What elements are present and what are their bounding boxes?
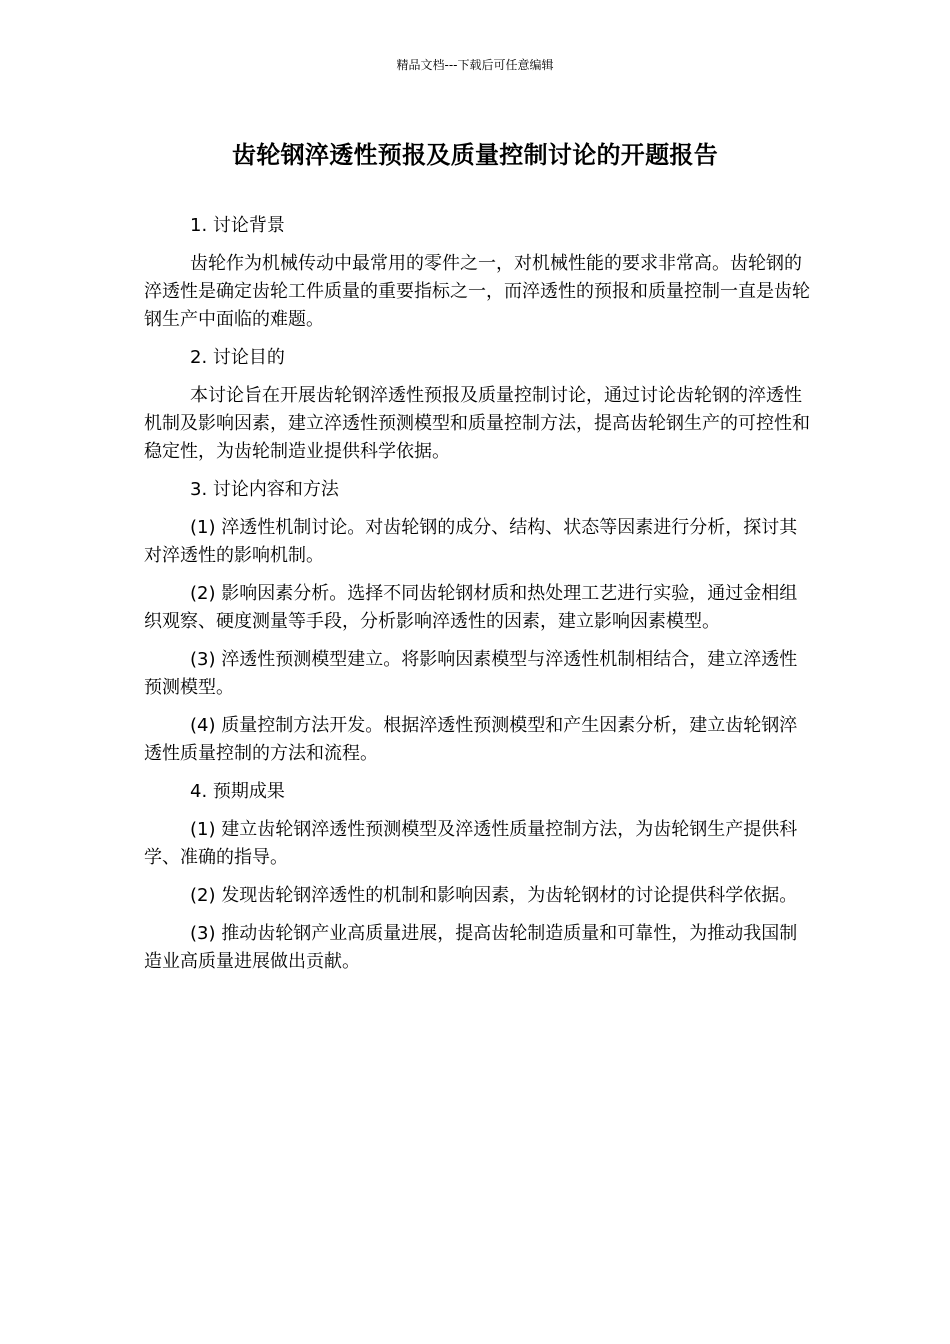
section-purpose [144, 344, 812, 466]
paragraph: (2) 发现齿轮钢淬透性的机制和影响因素，为齿轮钢材的讨论提供科学依据。 [190, 885, 798, 906]
paragraph: (3) 淬透性预测模型建立。将影响因素模型与淬透性机制相结合，建立淬透性预测模型。 [144, 649, 798, 698]
section-content-methods [144, 476, 812, 768]
paragraph: (1) 建立齿轮钢淬透性预测模型及淬透性质量控制方法，为齿轮钢生产提供科学、准确的指导。 [144, 819, 798, 868]
header-note: 精品文档---下载后可任意编辑 [396, 58, 554, 72]
section-heading: 1. 讨论背景 [190, 215, 285, 236]
document-title: 齿轮钢淬透性预报及质量控制讨论的开题报告 [232, 141, 718, 169]
paragraph: 齿轮作为机械传动中最常用的零件之一，对机械性能的要求非常高。齿轮钢的淬透性是确定齿轮工件质量的重要指标之一，而淬透性的预报和质量控制一直是齿轮钢生产中面临的难题。 [144, 253, 810, 330]
paragraph: (2) 影响因素分析。选择不同齿轮钢材质和热处理工艺进行实验，通过金相组织观察、硬度测量等手段，分析影响淬透性的因素，建立影响因素模型。 [144, 583, 798, 632]
paragraph: (1) 淬透性机制讨论。对齿轮钢的成分、结构、状态等因素进行分析，探讨其对淬透性的影响机制。 [144, 517, 798, 566]
section-heading: 4. 预期成果 [190, 781, 285, 802]
section-heading: 2. 讨论目的 [190, 347, 285, 368]
section-expected-results [144, 778, 812, 976]
section-heading: 3. 讨论内容和方法 [190, 479, 339, 500]
paragraph: (3) 推动齿轮钢产业高质量进展，提高齿轮制造质量和可靠性，为推动我国制造业高质量进展做出贡献。 [144, 923, 798, 972]
paragraph: 本讨论旨在开展齿轮钢淬透性预报及质量控制讨论，通过讨论齿轮钢的淬透性机制及影响因素，建立淬透性预测模型和质量控制方法，提高齿轮钢生产的可控性和稳定性，为齿轮制造业提供科学依据。 [144, 385, 810, 462]
document-body [144, 212, 812, 986]
section-background [144, 212, 812, 334]
paragraph: (4) 质量控制方法开发。根据淬透性预测模型和产生因素分析，建立齿轮钢淬透性质量控制的方法和流程。 [144, 715, 798, 764]
